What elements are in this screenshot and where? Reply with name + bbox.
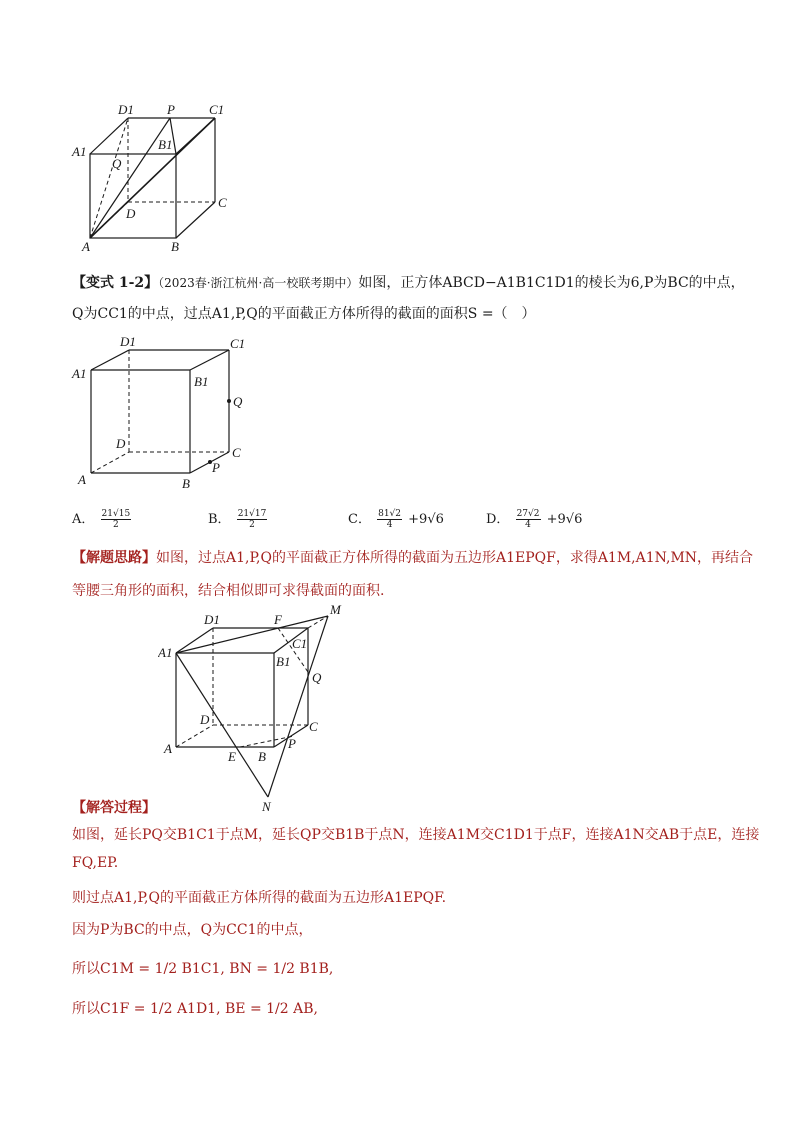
label-D: D [116,436,126,451]
option-c-letter: C． [348,512,371,527]
label-Q: Q [112,156,122,171]
figure-2-drawing [70,332,260,492]
solution-line-1: 如图，延长PQ交B1C1于点M，延长QP交B1B于点N，连接A1M交C1D1于点F，连接A1N交AB于点E，连接 [72,827,760,843]
label-P: P [288,736,296,751]
label-B1: B1 [194,374,209,389]
solution-line-2: FQ,EP. [72,855,119,871]
label-C1: C1 [209,102,225,117]
label-M: M [330,602,341,617]
option-d-fraction: $\frac{27√2}{4}$ [516,509,540,530]
solution-tag: 【解答过程】 [72,800,156,816]
label-B: B [258,749,266,764]
figure-3-section-diagram [158,600,358,815]
label-B: B [182,476,190,491]
label-D1: D1 [118,102,134,117]
label-C1: C1 [230,336,246,351]
label-D: D [200,712,210,727]
figure-1-cube-diagram [70,96,240,256]
label-F: F [274,612,282,627]
problem-source: （2023春·浙江杭州·高一校联考期中） [158,276,359,290]
label-A: A [78,472,86,487]
problem-line-1 [72,272,745,292]
label-A1: A1 [72,366,87,381]
thinking-tag: 【解题思路】 [72,550,156,566]
solution-line-6: 所以C1F = 1/2 A1D1, BE = 1/2 AB, [72,1001,318,1017]
label-P: P [212,460,220,475]
option-d[interactable] [486,508,582,530]
solution-line-5: 所以C1M = 1/2 B1C1, BN = 1/2 B1B, [72,961,334,977]
label-B: B [171,239,179,254]
label-C1: C1 [292,636,308,651]
label-A: A [82,239,90,254]
label-Q: Q [233,394,243,409]
option-c-extra: +9√6 [408,512,444,527]
label-A: A [164,741,172,756]
option-d-letter: D． [486,512,510,527]
point-Q [227,399,231,403]
problem-text-1: 如图，正方体ABCD−A1B1C1D1的棱长为6,P为BC的中点， [358,275,745,291]
label-P: P [167,102,175,117]
option-a-fraction: $\frac{21√15}{2}$ [101,509,131,530]
label-A1: A1 [72,144,87,159]
option-b[interactable] [208,508,269,530]
thinking-line-2: 等腰三角形的面积，结合相似即可求得截面的面积. [72,583,385,599]
option-a-letter: A． [72,512,95,527]
option-c[interactable] [348,508,444,530]
label-D1: D1 [204,612,220,627]
label-D: D [126,206,136,221]
option-b-fraction: $\frac{21√17}{2}$ [237,509,267,530]
option-c-fraction: $\frac{81√2}{4}$ [378,509,402,530]
thinking-line-1 [72,547,753,567]
label-A1: A1 [158,645,173,660]
thinking-text-1: 如图，过点A1,P,Q的平面截正方体所得的截面为五边形A1EPQF，求得A1M,A1N,MN，再结合 [156,550,754,566]
solution-line-4: 因为P为BC的中点，Q为CC1的中点， [72,922,313,938]
option-a[interactable] [72,508,133,530]
label-Q: Q [312,670,322,685]
option-b-letter: B． [208,512,231,527]
label-N: N [262,799,271,814]
label-B1: B1 [276,654,291,669]
label-D1: D1 [120,334,136,349]
label-B1: B1 [158,137,173,152]
label-C: C [232,445,241,460]
option-d-extra: +9√6 [546,512,583,527]
problem-tag: 【变式 1-2】 [72,275,159,291]
label-C: C [218,195,227,210]
label-E: E [228,749,236,764]
problem-line-2: Q为CC1的中点，过点A1,P,Q的平面截正方体所得的截面的面积S =（ ） [72,306,536,322]
label-C: C [309,719,318,734]
solution-line-3: 则过点A1,P,Q的平面截正方体所得的截面为五边形A1EPQF. [72,890,447,906]
